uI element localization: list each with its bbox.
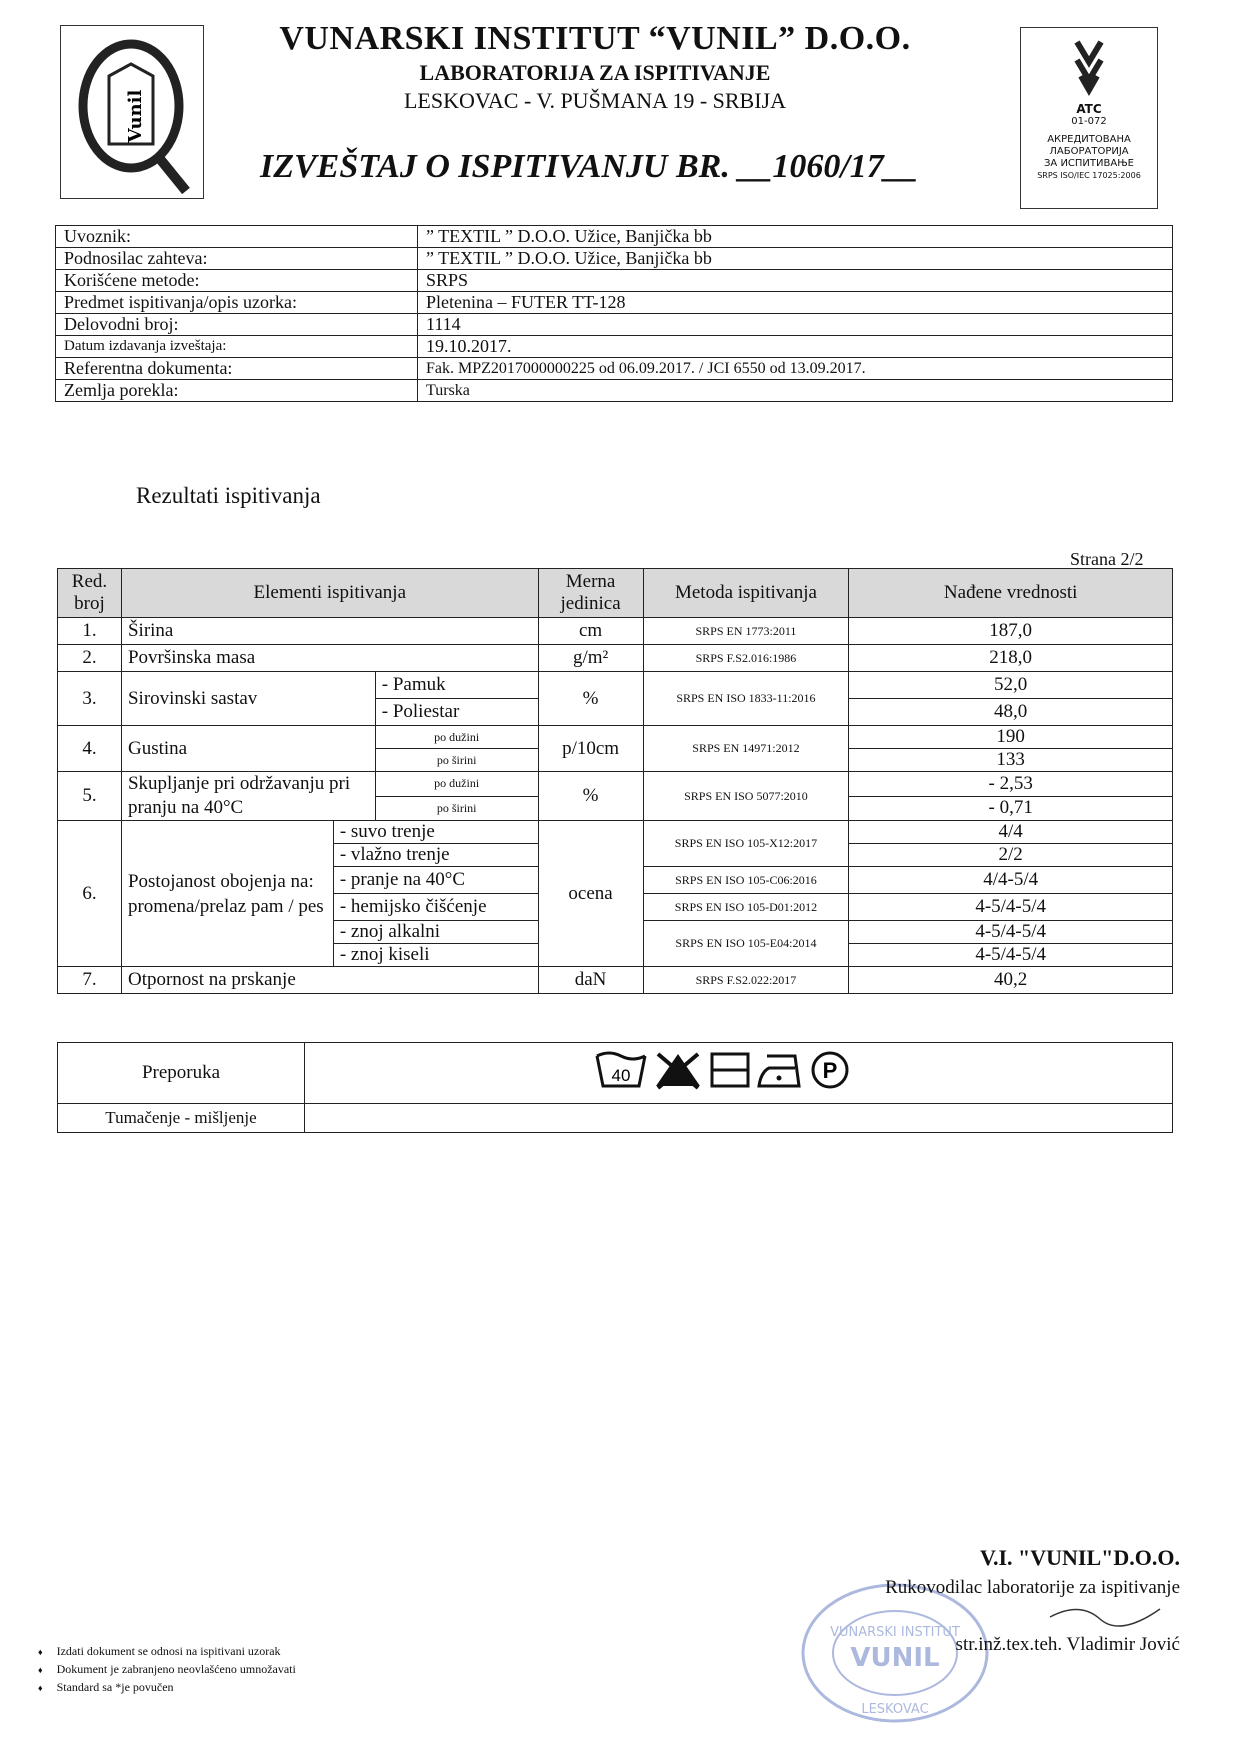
note-item: ♦ Izdati dokument se odnosi na ispitivani uzorak <box>38 1643 296 1661</box>
signature-name: str.inž.tex.teh. Vladimir Jović <box>955 1634 1180 1655</box>
info-label: Uvoznik: <box>56 226 418 248</box>
value: 218,0 <box>849 645 1173 672</box>
row-no: 5. <box>58 772 122 821</box>
footnotes <box>38 1643 296 1697</box>
recommendation-row <box>58 1043 1173 1104</box>
unit: % <box>538 772 643 821</box>
atc-emblem-icon <box>1069 38 1109 98</box>
test-name: Skupljanje pri održavanju pri pranju na 40°C <box>121 772 375 821</box>
info-label: Delovodni broj: <box>56 314 418 336</box>
info-row <box>56 248 1173 270</box>
vunil-q-logo-icon <box>61 26 203 198</box>
value: 2/2 <box>849 844 1173 867</box>
accreditation-badge <box>1020 27 1158 209</box>
value: 4-5/4-5/4 <box>849 894 1173 921</box>
atc-line-3: ЗА ИСПИТИВАЊЕ <box>1044 158 1134 169</box>
value: 52,0 <box>849 672 1173 699</box>
table-row <box>58 821 1173 844</box>
atc-line-1: АКРЕДИТОВАНА <box>1047 134 1131 145</box>
wash-40-icon <box>595 1050 647 1090</box>
method: SRPS F.S2.022:2017 <box>643 967 849 994</box>
info-label: Podnosilac zahteva: <box>56 248 418 270</box>
table-row <box>58 726 1173 749</box>
info-row <box>56 336 1173 358</box>
sub-item: po dužini <box>375 726 538 749</box>
institute-logo <box>60 25 204 199</box>
info-row <box>56 292 1173 314</box>
tumble-dry-icon <box>709 1050 751 1090</box>
results-title: Rezultati ispitivanja <box>136 483 321 508</box>
care-symbols <box>305 1043 1173 1104</box>
sub-item: po dužini <box>375 772 538 797</box>
value: 133 <box>849 749 1173 772</box>
opinion-label: Tumačenje - mišljenje <box>58 1104 305 1133</box>
atc-number: 01-072 <box>1071 116 1107 127</box>
info-label: Predmet ispitivanja/opis uzorka: <box>56 292 418 314</box>
letterhead <box>230 20 960 114</box>
sub-item: - hemijsko čišćenje <box>333 894 538 921</box>
sub-item: - vlažno trenje <box>333 844 538 867</box>
method: SRPS EN ISO 105-X12:2017 <box>643 821 849 867</box>
info-row <box>56 358 1173 380</box>
laboratory-name: LABORATORIJA ZA ISPITIVANJE <box>419 60 771 85</box>
atc-line-2: ЛАБОРАТОРИЈА <box>1049 146 1129 157</box>
unit: daN <box>538 967 643 994</box>
sub-item: - Pamuk <box>375 672 538 699</box>
row-no: 6. <box>58 821 122 967</box>
dry-clean-p-icon <box>808 1050 852 1090</box>
sub-item: - znoj kiseli <box>333 944 538 967</box>
value: 187,0 <box>849 618 1173 645</box>
sub-item: po širini <box>375 796 538 821</box>
info-label: Referentna dokumenta: <box>56 358 418 380</box>
sub-item: - znoj alkalni <box>333 921 538 944</box>
table-row <box>58 618 1173 645</box>
info-value: SRPS <box>418 270 1173 292</box>
table-row <box>58 645 1173 672</box>
value: - 2,53 <box>849 772 1173 797</box>
wash-temp: 40 <box>611 1066 631 1085</box>
test-name: Postojanost obojenja na: promena/prelaz pam / pes <box>121 821 333 967</box>
handwritten-signature-icon <box>1040 1599 1180 1629</box>
sub-item: po širini <box>375 749 538 772</box>
stamp-top: VUNARSKI INSTITUT <box>830 1625 960 1640</box>
report-title: IZVEŠTAJ O ISPITIVANJU BR. __1060/17__ <box>260 148 918 185</box>
sub-item: - pranje na 40°C <box>333 867 538 894</box>
info-value: 19.10.2017. <box>418 336 1173 358</box>
value: 40,2 <box>849 967 1173 994</box>
no-bleach-icon <box>652 1050 704 1090</box>
signature-company: V.I. "VUNIL"D.O.O. <box>979 1545 1180 1570</box>
test-name: Otpornost na prskanje <box>121 967 538 994</box>
svg-text:P: P <box>822 1058 838 1083</box>
stamp-middle: VUNIL <box>850 1643 940 1673</box>
method: SRPS EN ISO 105-D01:2012 <box>643 894 849 921</box>
institute-address: LESKOVAC - V. PUŠMANA 19 - SRBIJA <box>403 88 787 113</box>
value: 4/4 <box>849 821 1173 844</box>
table-row <box>58 672 1173 699</box>
results-table <box>57 568 1173 994</box>
table-row <box>58 772 1173 797</box>
stamp-bottom: LESKOVAC <box>861 1702 929 1717</box>
test-name: Gustina <box>121 726 375 772</box>
col-header-no: Red. broj <box>58 569 122 618</box>
signature-block <box>870 1545 1180 1656</box>
recommendation-label: Preporuka <box>58 1043 305 1104</box>
table-row <box>58 967 1173 994</box>
info-row <box>56 380 1173 402</box>
unit: g/m² <box>538 645 643 672</box>
unit: p/10cm <box>538 726 643 772</box>
method: SRPS F.S2.016:1986 <box>643 645 849 672</box>
method: SRPS EN ISO 1833-11:2016 <box>643 672 849 726</box>
value: 4-5/4-5/4 <box>849 944 1173 967</box>
method: SRPS EN ISO 105-E04:2014 <box>643 921 849 967</box>
unit: cm <box>538 618 643 645</box>
test-name: Sirovinski sastav <box>121 672 375 726</box>
col-header-unit: Merna jedinica <box>538 569 643 618</box>
method: SRPS EN ISO 105-C06:2016 <box>643 867 849 894</box>
info-value: Turska <box>418 380 1173 402</box>
col-header-method: Metoda ispitivanja <box>643 569 849 618</box>
info-label: Korišćene metode: <box>56 270 418 292</box>
row-no: 4. <box>58 726 122 772</box>
test-name: Površinska masa <box>121 645 538 672</box>
info-value: Pletenina – FUTER TT-128 <box>418 292 1173 314</box>
info-row <box>56 226 1173 248</box>
sub-item: - suvo trenje <box>333 821 538 844</box>
results-header-row <box>58 569 1173 618</box>
info-label: Datum izdavanja izveštaja: <box>56 336 418 358</box>
unit: % <box>538 672 643 726</box>
method: SRPS EN 1773:2011 <box>643 618 849 645</box>
info-label: Zemlja porekla: <box>56 380 418 402</box>
row-no: 1. <box>58 618 122 645</box>
info-value: Fak. MPZ2017000000225 od 06.09.2017. / JCI 6550 od 13.09.2017. <box>418 358 1173 380</box>
value: 4/4-5/4 <box>849 867 1173 894</box>
note-item: ♦ Dokument je zabranjeno neovlašćeno umnožavati <box>38 1661 296 1679</box>
atc-standard: SRPS ISO/IEC 17025:2006 <box>1037 171 1141 180</box>
value: 4-5/4-5/4 <box>849 921 1173 944</box>
value: 190 <box>849 726 1173 749</box>
unit: ocena <box>538 821 643 967</box>
sub-item: - Poliestar <box>375 699 538 726</box>
value: 48,0 <box>849 699 1173 726</box>
opinion-row <box>58 1104 1173 1133</box>
atc-code: ATC <box>1076 102 1102 116</box>
page-number: Strana 2/2 <box>1070 549 1144 569</box>
logo-text: Vunil <box>125 89 146 143</box>
info-value: 1114 <box>418 314 1173 336</box>
col-header-values: Nađene vrednosti <box>849 569 1173 618</box>
info-value: ” TEXTIL ” D.O.O. Užice, Banjička bb <box>418 226 1173 248</box>
row-no: 3. <box>58 672 122 726</box>
signature-role: Rukovodilac laboratorije za ispitivanje <box>885 1577 1180 1598</box>
row-no: 2. <box>58 645 122 672</box>
value: - 0,71 <box>849 796 1173 821</box>
recommendation-table <box>57 1042 1173 1133</box>
col-header-elements: Elementi ispitivanja <box>121 569 538 618</box>
info-value: ” TEXTIL ” D.O.O. Užice, Banjička bb <box>418 248 1173 270</box>
info-row <box>56 270 1173 292</box>
note-item: ♦ Standard sa *je povučen <box>38 1679 296 1697</box>
opinion-value <box>305 1104 1173 1133</box>
iron-icon <box>755 1050 803 1090</box>
info-row <box>56 314 1173 336</box>
method: SRPS EN ISO 5077:2010 <box>643 772 849 821</box>
row-no: 7. <box>58 967 122 994</box>
test-name: Širina <box>121 618 538 645</box>
sample-info-table <box>55 225 1173 402</box>
institute-name: VUNARSKI INSTITUT “VUNIL” D.O.O. <box>279 20 911 57</box>
method: SRPS EN 14971:2012 <box>643 726 849 772</box>
